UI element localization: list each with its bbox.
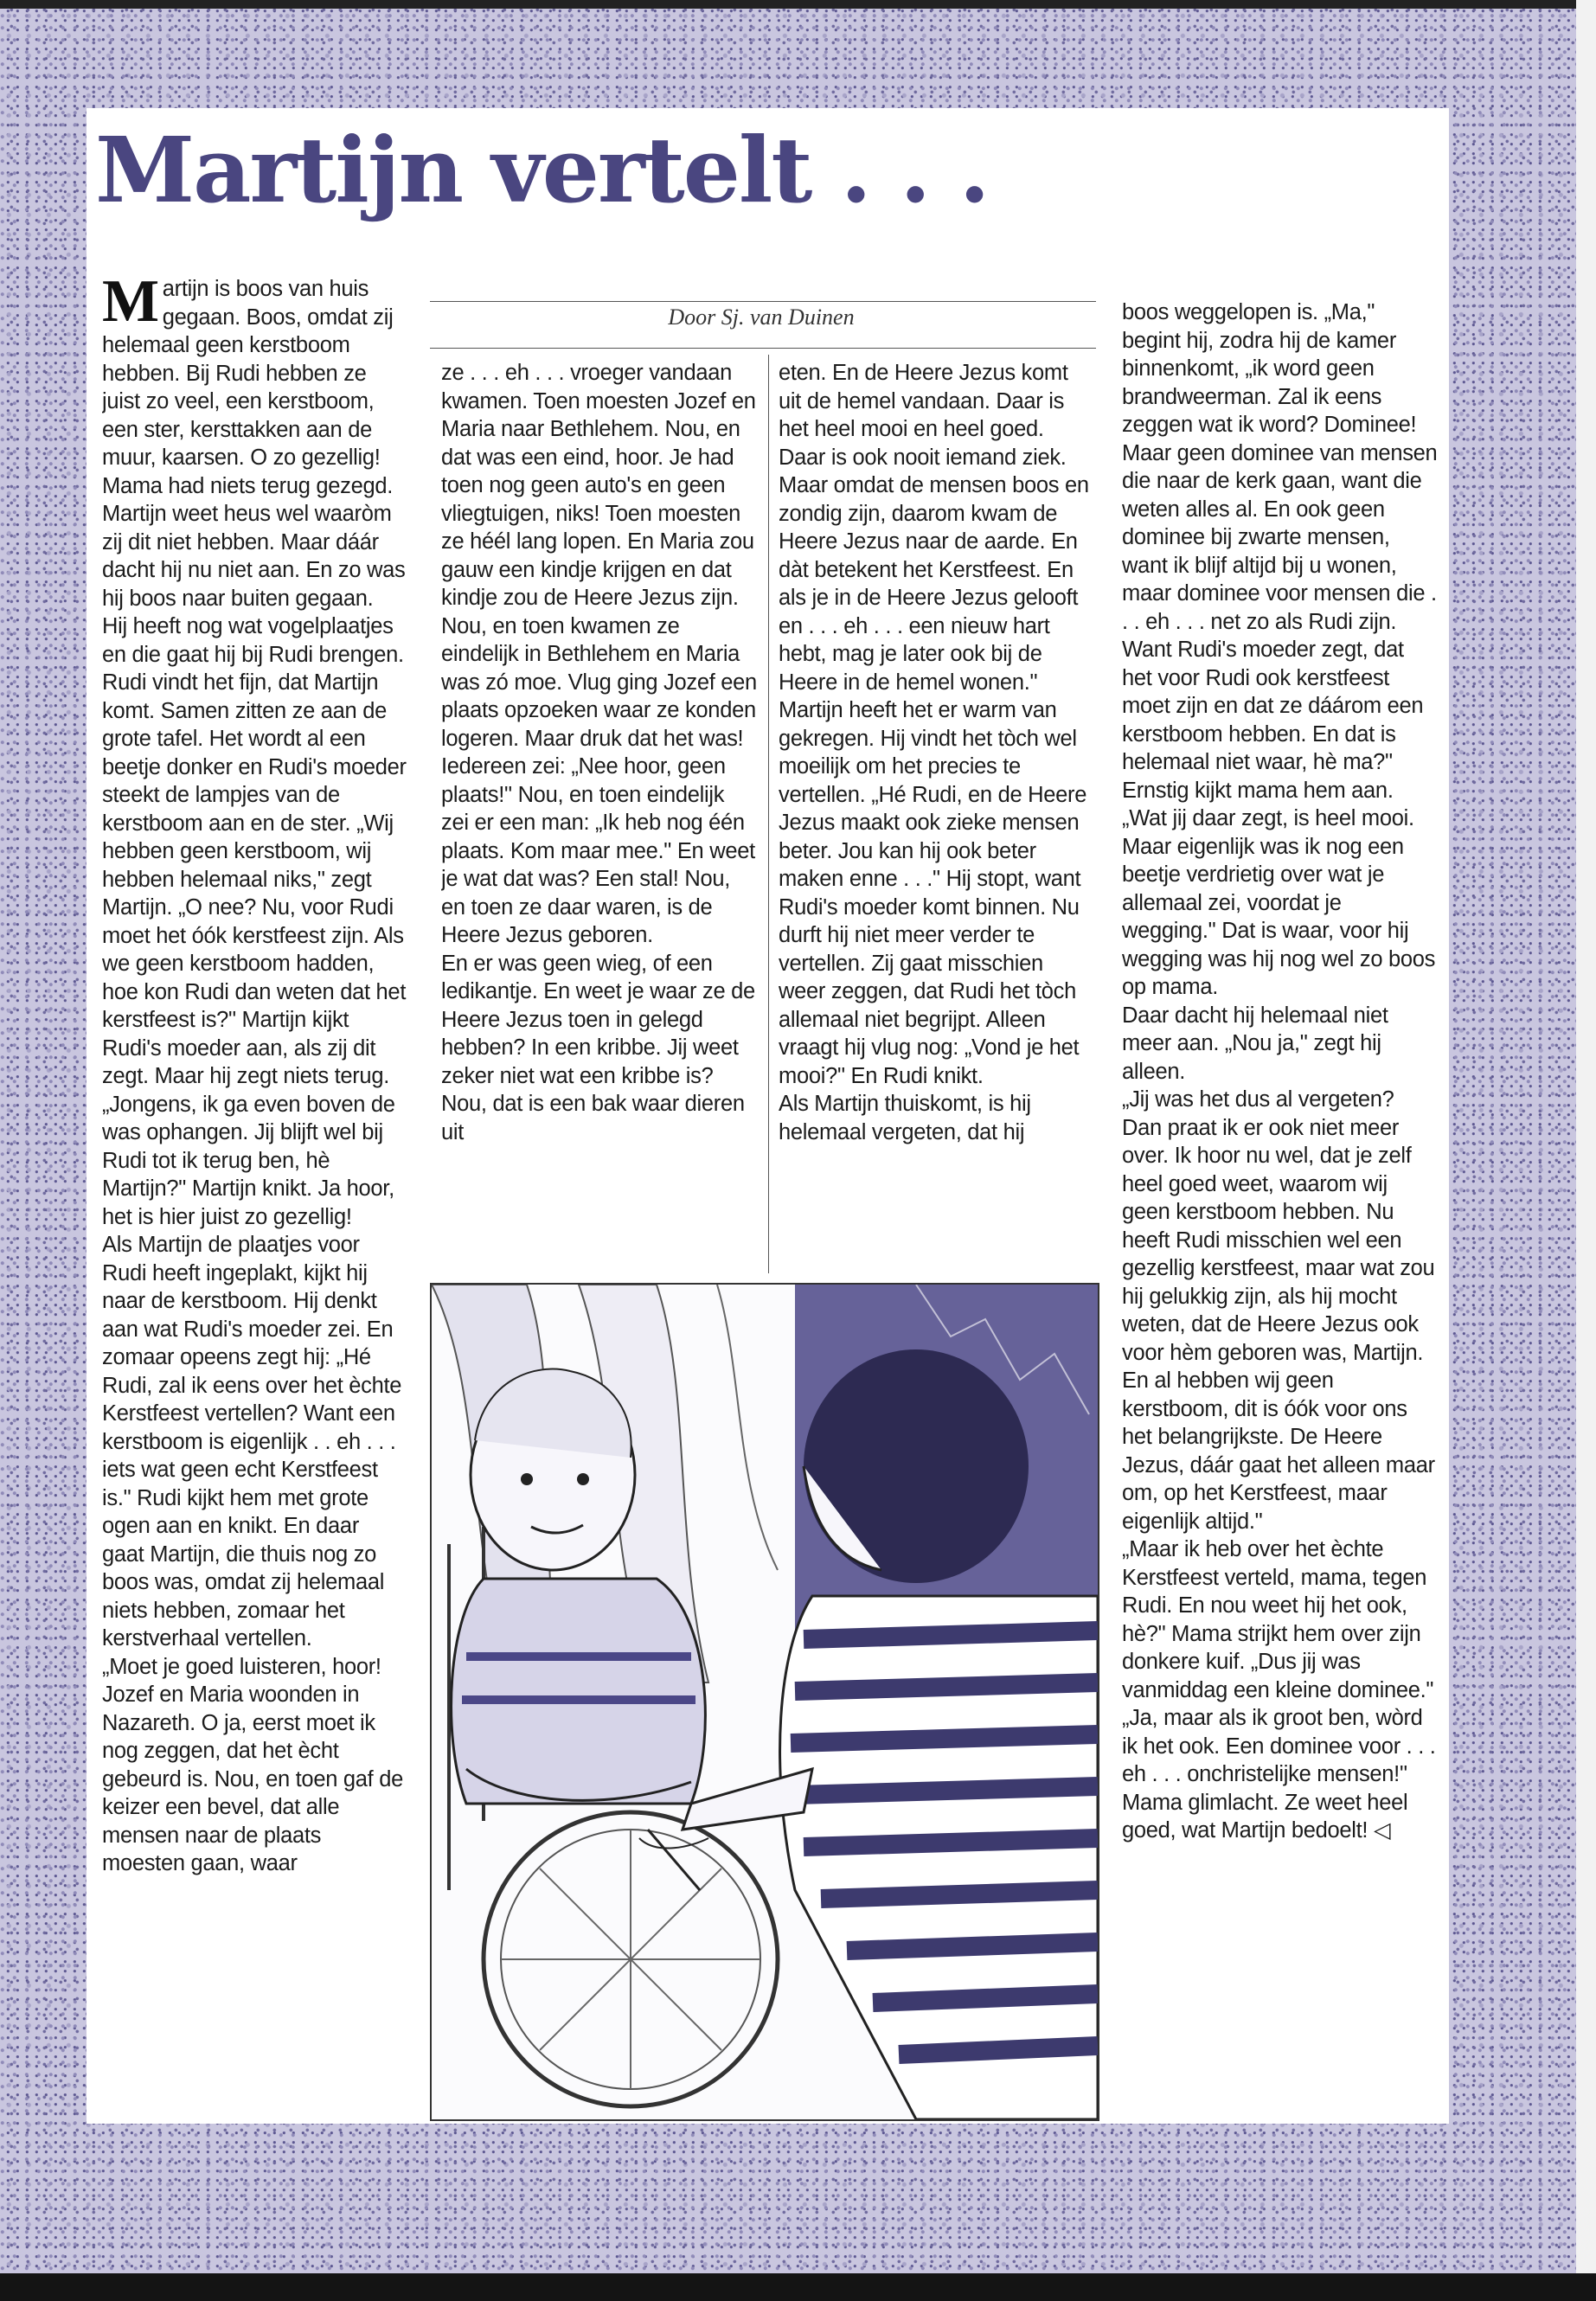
- scan-edge-right: [1576, 0, 1596, 2301]
- paragraph: Mama glimlacht. Ze weet heel goed, wat Martijn bedoelt! ◁: [1122, 1790, 1408, 1843]
- scan-edge-top: [0, 0, 1596, 9]
- paragraph: Daar dacht hij helemaal niet meer aan. „Nou ja," zegt hij alleen.: [1122, 1003, 1388, 1084]
- byline-rule-bottom: [430, 348, 1096, 349]
- drop-cap: M: [102, 275, 159, 335]
- illustration-drawing: [432, 1285, 1098, 2119]
- paragraph: Ernstig kijkt mama hem aan. „Wat jij daar zegt, is heel mooi. Maar eigenlijk was ik nog een beetje verdrietig over wat je allemaal zei, voordat je wegging." Dat is waar, voor hij wegging was hij nog wel zo boos op mama.: [1122, 778, 1436, 999]
- paragraph: Als Martijn de plaatjes voor Rudi heeft ingeplakt, kijkt hij naar de kerstboom. Hij denkt aan wat Rudi's moeder zei. En zomaar opeens zegt hij: „Hé Rudi, zal ik eens over het èchte Kerstfeest vertellen? Want een kerstboom is eigenlijk . . eh . . . iets wat geen echt Kerstfeest is." Rudi kijkt hem met grote ogen aan en knikt. En daar gaat Martijn, die thuis nog zo boos was, omdat zij helemaal niets hebben, zomaar het kerstverhaal vertellen.: [102, 1233, 402, 1650]
- column-divider: [768, 355, 769, 1273]
- article-title: Martijn vertelt . . .: [95, 117, 989, 223]
- column-3: [779, 359, 1090, 1272]
- seated-boy-sweater: [452, 1579, 706, 1804]
- paragraph: „Maar ik heb over het èchte Kerstfeest verteld, mama, tegen Rudi. En nou weet hij het ook, hè?" Mama strijkt hem over zijn donkere kuif. „Dus jij was vanmiddag een kleine dominee." „Ja, maar als ik groot ben, wòrd ik het ook. Een dominee voor . . . eh . . . onchristelijke mensen!": [1122, 1537, 1436, 1786]
- byline-rule-top: [430, 301, 1096, 302]
- paragraph: „Jij was het dus al vergeten? Dan praat ik er ook niet meer over. Ik hoor nu wel, dat je zelf heel goed weet, waarom wij geen kerstboom hebben. Nu heeft Rudi misschien wel een gezellig kerstfeest, maar wat zou hij gelukkig zijn, als hij mocht weten, dat de Heere Jezus ook voor hèm geboren was, Martijn. En al hebben wij geen kerstboom, dit is óók voor ons het belangrijkste. De Heere Jezus, dáár gaat het alleen maar om, op het Kerstfeest, maar eigenlijk altijd.": [1122, 1087, 1435, 1534]
- paragraph: Martijn heeft het er warm van gekregen. Hij vindt het tòch wel moeilijk om het precies te vertellen. „Hé Rudi, en de Heere Jezus maakt ook zieke mensen beter. Jou kan hij ook beter maken enne . . ." Hij stopt, want Rudi's moeder komt binnen. Nu durft hij niet meer verder te vertellen. Zij gaat misschien weer zeggen, dat Rudi het tòch allemaal niet begrijpt. Alleen vraagt hij vlug nog: „Vond je het mooi?" En Rudi knikt.: [779, 698, 1087, 1088]
- byline: Door Sj. van Duinen: [668, 304, 855, 330]
- paragraph: Hij heeft nog wat vogelplaatjes en die gaat hij bij Rudi brengen. Rudi vindt het fijn, dat Martijn komt. Samen zitten ze aan de grote tafel. Het wordt al een beetje donker en Rudi's moeder steekt de lampjes van de kerstboom aan en de ster. „Wij hebben geen kerstboom, wij hebben helemaal niks," zegt Martijn. „O nee? Nu, voor Rudi moet het óók kerstfeest zijn. Als we geen kerstboom hadden, hoe kon Rudi dan weten dat het kerstfeest is?" Martijn kijkt Rudi's moeder aan, als zij dit zegt. Maar hij zegt niets terug. „Jongens, ik ga even boven de was ophangen. Jij blijft wel bij Rudi tot ik terug ben, hè Martijn?" Martijn knikt. Ja hoor, het is hier juist zo gezellig!: [102, 614, 407, 1229]
- paragraph: „Moet je goed luisteren, hoor! Jozef en Maria woonden in Nazareth. O ja, eerst moet ik nog zeggen, dat het ècht gebeurd is. Nou, en toen gaf de keizer een bevel, dat alle mensen naar de plaats moesten gaan, waar: [102, 1654, 403, 1875]
- story-illustration: [430, 1283, 1099, 2121]
- paragraph: artijn is boos van huis gegaan. Boos, omdat zij helemaal geen kerstboom hebben. Bij Rudi hebben ze juist zo veel, een kerstboom, een ster, kersttakken aan de muur, kaarsen. O zo gezellig! Mama had niets terug gezegd. Martijn weet heus wel waaròm zij dit niet hebben. Maar dáár dacht hij nu niet aan. En zo was hij boos naar buiten gegaan.: [102, 277, 406, 611]
- paragraph: ze . . . eh . . . vroeger vandaan kwamen. Toen moesten Jozef en Maria naar Bethlehem. Nou, en dat was een eind, hoor. Je had toen nog geen auto's en geen vliegtuigen, niks! Toen moesten ze héél lang lopen. En Maria zou gauw een kindje krijgen en dat kindje zou de Heere Jezus zijn. Nou, en toen kwamen ze eindelijk in Bethlehem en Maria was zó moe. Vlug ging Jozef een plaats opzoeken waar ze konden logeren. Maar druk dat het was! Iedereen zei: „Nee hoor, geen plaats!" Nou, en toen eindelijk zei er een man: „Ik heb nog één plaats. Kom maar mee." En weet je wat dat was? Een stal! Nou, en toen ze daar waren, is de Heere Jezus geboren.: [441, 361, 757, 947]
- paragraph: En er was geen wieg, of een ledikantje. En weet je waar ze de Heere Jezus toen in gelegd hebben? In een kribbe. Jij weet zeker niet wat een kribbe is? Nou, dat is een bak waar dieren uit: [441, 951, 755, 1144]
- column-1: [102, 275, 407, 2118]
- column-2: [441, 359, 757, 1272]
- paragraph: Als Martijn thuiskomt, is hij helemaal vergeten, dat hij: [779, 1092, 1031, 1144]
- paragraph: boos weggelopen is. „Ma," begint hij, zodra hij de kamer binnenkomt, „ik word geen brandweerman. Zal ik eens zeggen wat ik word? Dominee! Maar geen dominee van mensen die naar de kerk gaan, want die weten alles al. En ook geen dominee bij zwarte mensen, want ik blijf altijd bij u wonen, maar dominee voor mensen die . . . eh . . . net zo als Rudi zijn. Want Rudi's moeder zegt, dat het voor Rudi ook kerstfeest moet zijn en dat ze dáárom een kerstboom hebben. En dat is helemaal niet waar, hè ma?": [1122, 300, 1438, 774]
- column-4: [1122, 298, 1438, 2115]
- scan-edge-bottom: [0, 2273, 1596, 2301]
- paragraph: eten. En de Heere Jezus komt uit de hemel vandaan. Daar is het heel mooi en heel goed. Daar is ook nooit iemand ziek. Maar omdat de mensen boos en zondig zijn, daarom kwam de Heere Jezus naar de aarde. En dàt betekent het Kerstfeest. En als je in de Heere Jezus gelooft en . . . eh . . . een nieuw hart hebt, mag je later ook bij de Heere in de hemel wonen.": [779, 361, 1089, 695]
